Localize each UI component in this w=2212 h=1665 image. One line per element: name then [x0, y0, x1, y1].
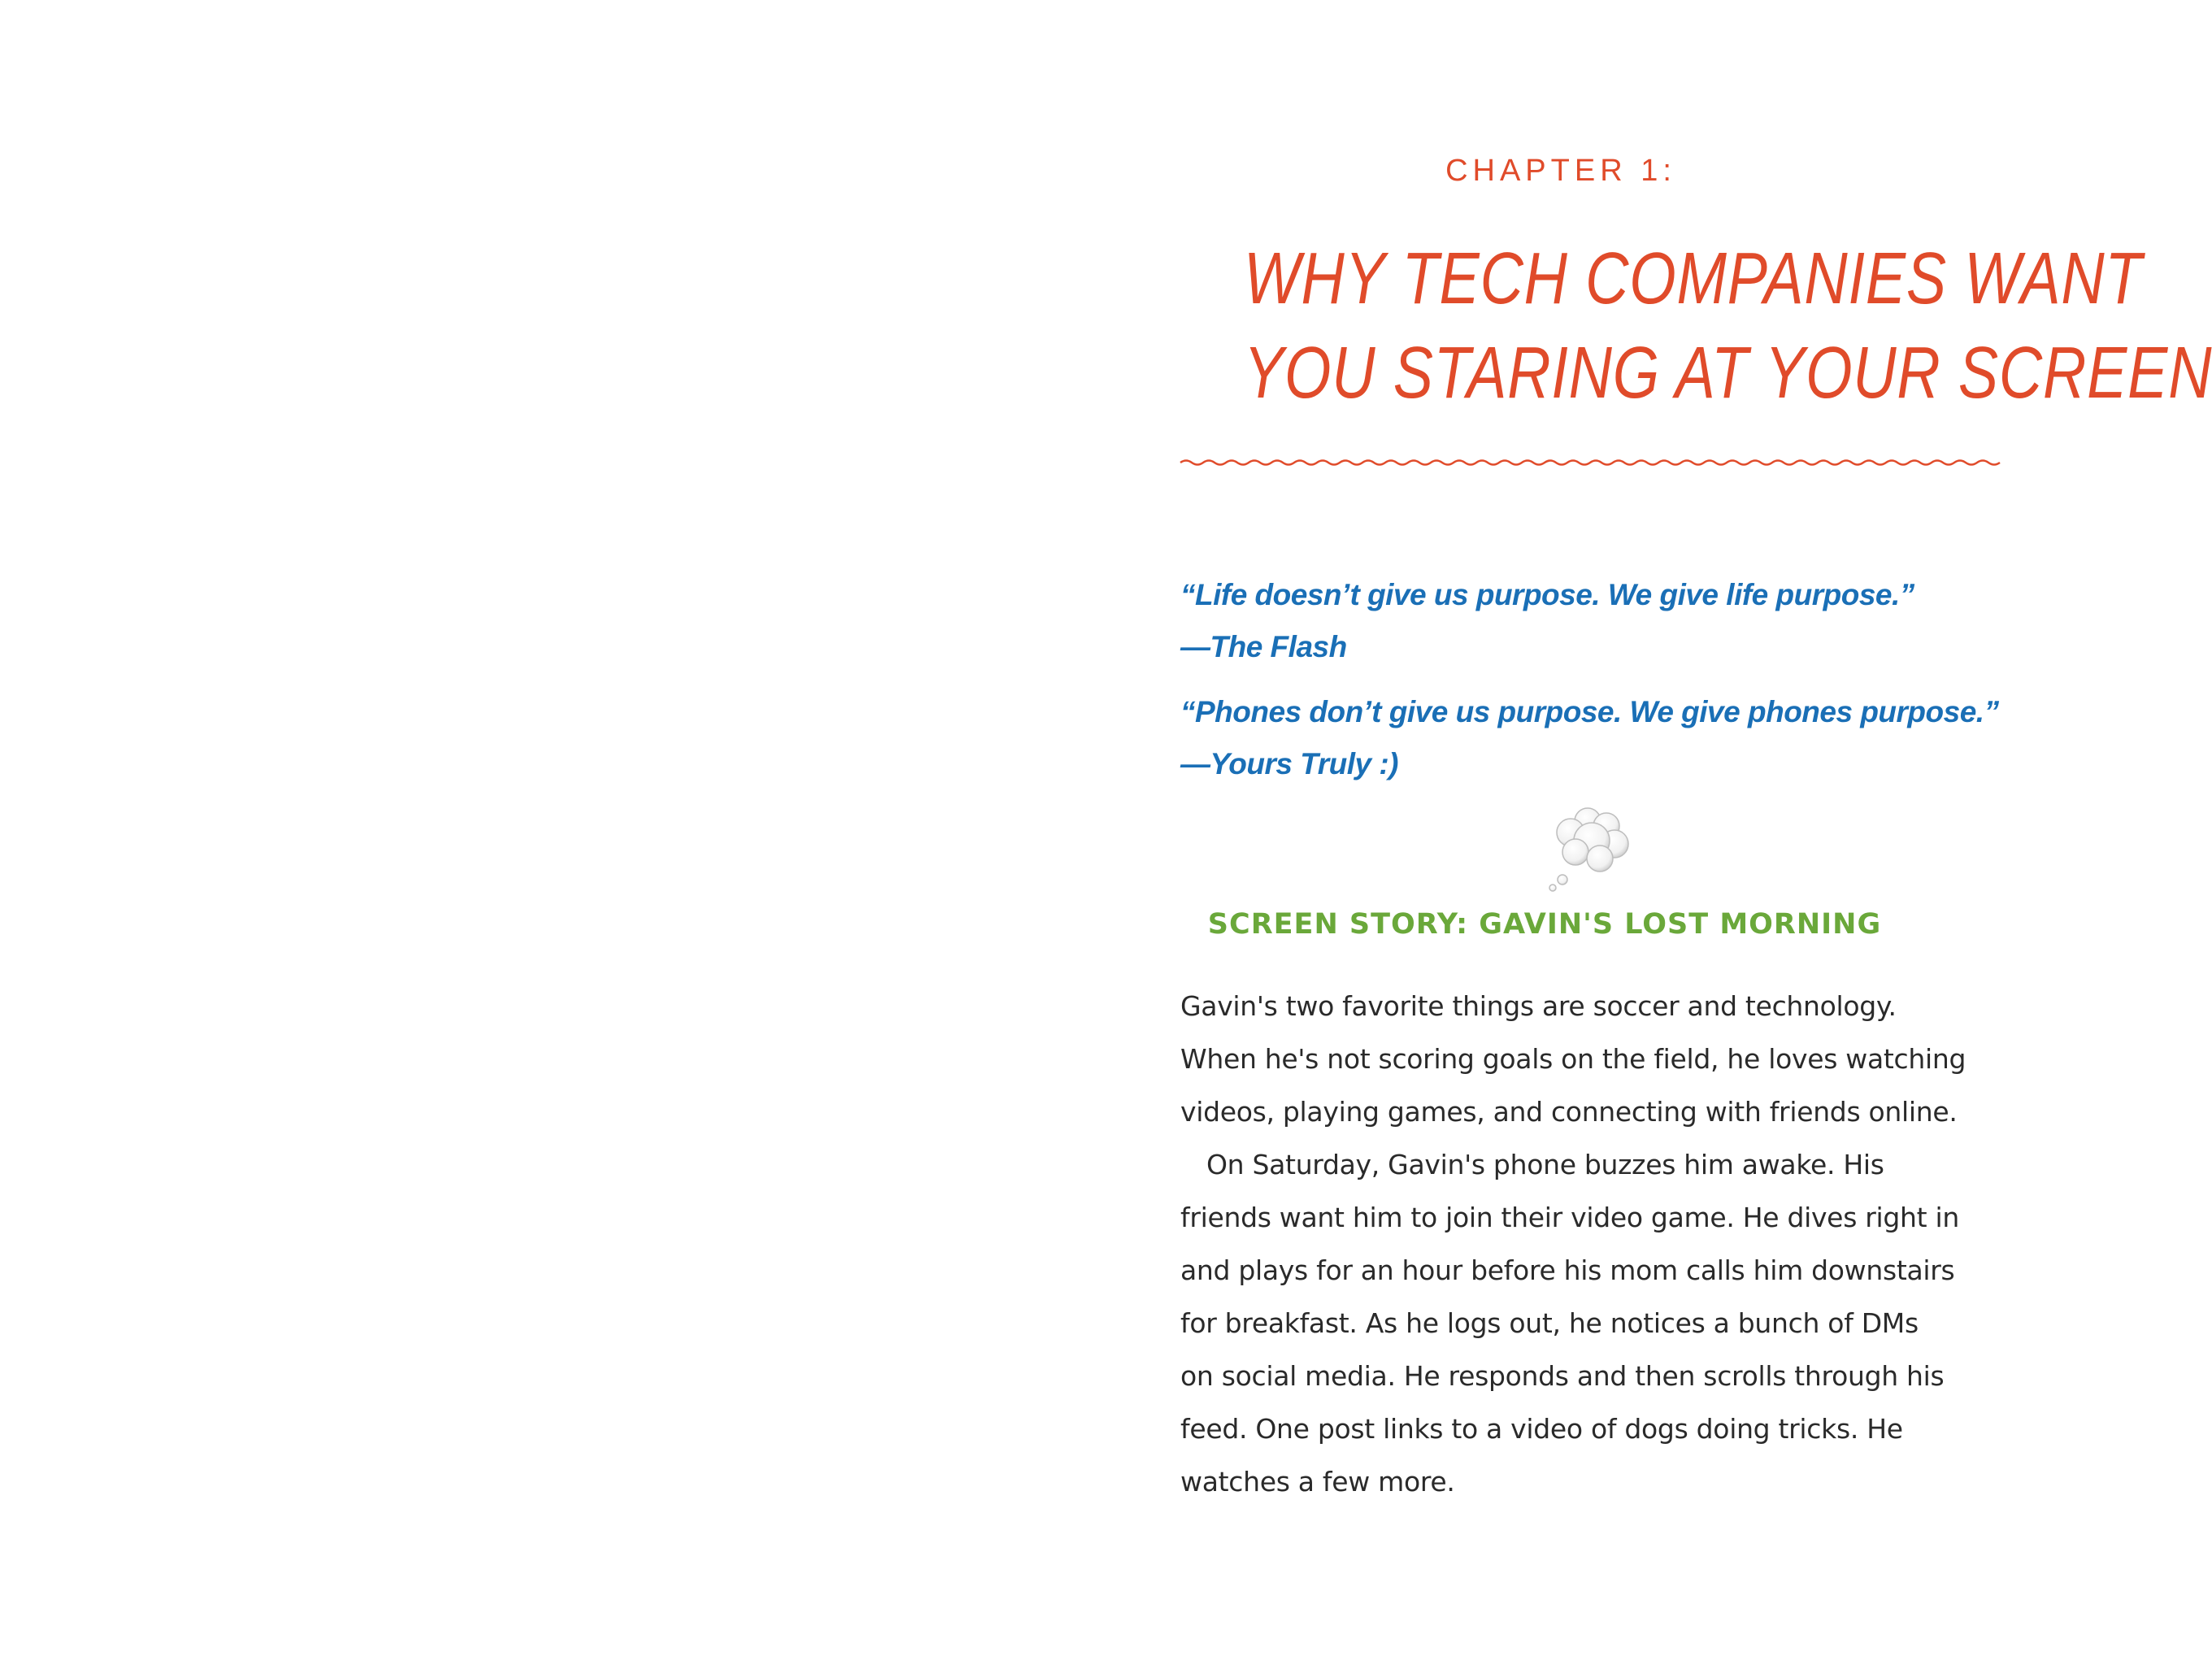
chapter-label: CHAPTER 1: — [1445, 154, 1676, 188]
body-line: on social media. He responds and then scrolls through his — [1180, 1360, 1945, 1392]
right-page — [1041, 0, 2212, 1665]
body-line: friends want him to join their video game. He dives right in — [1180, 1202, 1959, 1233]
quote-2-text: “Phones don’t give us purpose. We give phones purpose.” — [1180, 695, 1999, 728]
quote-2-attribution: —Yours Truly :) — [1180, 747, 1398, 780]
section-title: SCREEN STORY: GAVIN'S LOST MORNING — [1207, 908, 1882, 941]
chapter-title — [1244, 232, 2212, 420]
chapter-title-line-1: WHY TECH COMPANIES WANT — [1244, 238, 2143, 320]
body-line: When he's not scoring goals on the field, he loves watching — [1180, 1043, 1966, 1075]
wavy-divider — [1180, 453, 1995, 472]
body-line: Gavin's two favorite things are soccer and technology. — [1180, 990, 1897, 1022]
body-line: watches a few more. — [1180, 1466, 1455, 1498]
body-line: and plays for an hour before his mom calls him downstairs — [1180, 1254, 1955, 1286]
quote-1-text: “Life doesn’t give us purpose. We give life purpose.” — [1180, 578, 1914, 611]
chapter-title-line-2: YOU STARING AT YOUR SCREEN — [1244, 333, 2212, 414]
body-line: feed. One post links to a video of dogs doing tricks. He — [1180, 1413, 1903, 1445]
left-page-blank — [0, 0, 1041, 1665]
thought-cloud-icon — [1543, 803, 1641, 893]
body-line: On Saturday, Gavin's phone buzzes him awake. His — [1206, 1149, 1884, 1180]
quote-1-attribution: —The Flash — [1180, 630, 1347, 663]
body-line: videos, playing games, and connecting with friends online. — [1180, 1096, 1958, 1128]
body-text — [1180, 980, 2001, 1508]
epigraph-quotes — [1180, 569, 1999, 790]
body-line: for breakfast. As he logs out, he notices a bunch of DMs — [1180, 1307, 1919, 1339]
